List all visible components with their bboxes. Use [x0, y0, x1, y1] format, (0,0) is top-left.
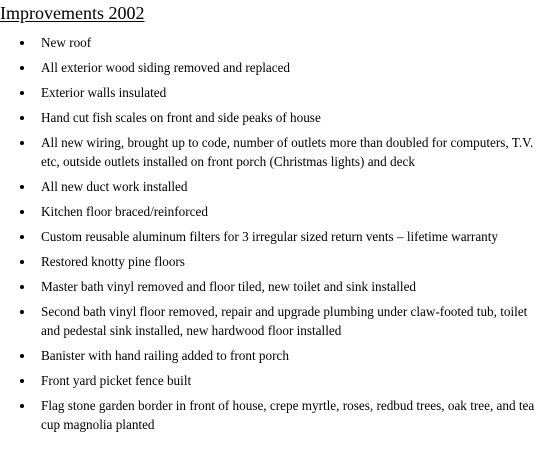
list-item — [0, 58, 545, 77]
bullet-icon — [20, 185, 24, 189]
list-item-text: Kitchen floor braced/reinforced — [41, 204, 208, 219]
bullet-icon — [20, 116, 24, 120]
list-item — [0, 302, 545, 340]
list-item — [0, 83, 545, 102]
list-item — [0, 202, 545, 221]
list-item — [0, 227, 545, 246]
list-item-text: Restored knotty pine floors — [41, 254, 185, 269]
bullet-icon — [20, 310, 24, 314]
bullet-icon — [20, 379, 24, 383]
bullet-icon — [20, 66, 24, 70]
list-item — [0, 108, 545, 127]
list-item-text: All new wiring, brought up to code, number of outlets more than doubled for computers, T.V. etc, outside outlets installed on front porch (Christmas lights) and deck — [41, 135, 534, 169]
list-item-text: Custom reusable aluminum filters for 3 irregular sized return vents – lifetime warranty — [41, 229, 499, 244]
bullet-icon — [20, 210, 24, 214]
bullet-icon — [20, 260, 24, 264]
list-item-text: All new duct work installed — [41, 179, 188, 194]
list-item — [0, 177, 545, 196]
list-item — [0, 277, 545, 296]
list-item — [0, 252, 545, 271]
list-item-text: Hand cut fish scales on front and side peaks of house — [41, 110, 321, 125]
bullet-icon — [20, 235, 24, 239]
improvements-list — [0, 33, 545, 440]
list-item-text: Second bath vinyl floor removed, repair and upgrade plumbing under claw-footed tub, toilet and pedestal sink installed, new hardwood floor installed — [41, 304, 528, 338]
bullet-icon — [20, 91, 24, 95]
bullet-icon — [20, 285, 24, 289]
bullet-icon — [20, 404, 24, 408]
list-item-text: Flag stone garden border in front of house, crepe myrtle, roses, redbud trees, oak tree, and tea cup magnolia planted — [41, 398, 535, 432]
bullet-icon — [20, 41, 24, 45]
list-item-text: Master bath vinyl removed and floor tiled, new toilet and sink installed — [41, 279, 417, 294]
document-title: Improvements 2002 — [0, 3, 145, 23]
list-item — [0, 371, 545, 390]
list-item-text: Banister with hand railing added to front porch — [41, 348, 289, 363]
list-item-text: Front yard picket fence built — [41, 373, 192, 388]
list-item-text: New roof — [41, 35, 92, 50]
list-item — [0, 33, 545, 52]
list-item — [0, 396, 545, 434]
list-item-text: All exterior wood siding removed and replaced — [41, 60, 291, 75]
list-item-text: Exterior walls insulated — [41, 85, 167, 100]
list-item — [0, 346, 545, 365]
list-item — [0, 133, 545, 171]
bullet-icon — [20, 354, 24, 358]
bullet-icon — [20, 141, 24, 145]
